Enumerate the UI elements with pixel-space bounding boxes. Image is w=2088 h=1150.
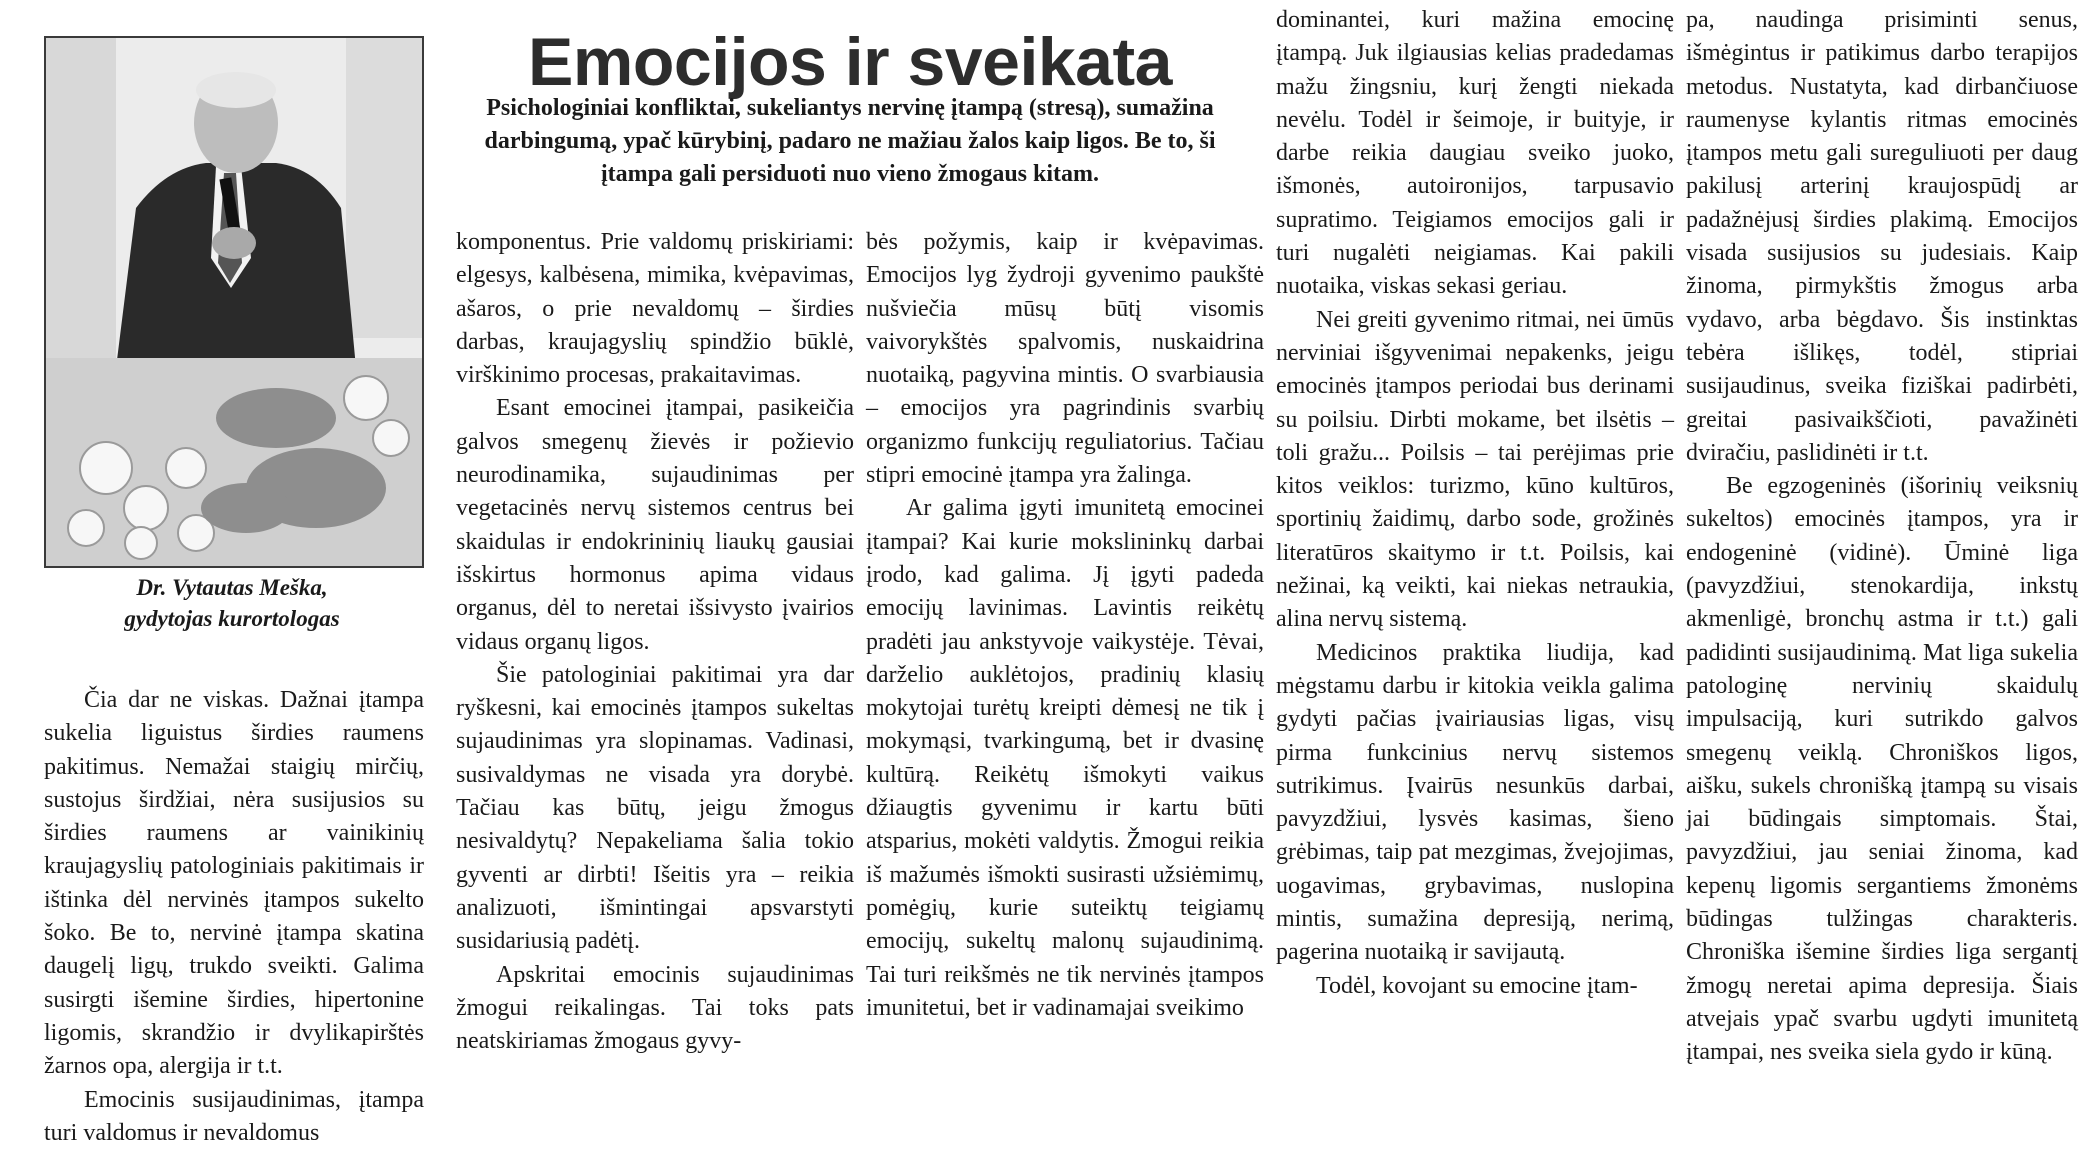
paragraph: Todėl, kovojant su emocine įtam- — [1316, 972, 1638, 999]
column-4 — [1276, 4, 1674, 1003]
column-2 — [456, 226, 854, 1058]
paragraph: Nei greiti gyvenimo ritmai, nei ūmūs nerviniai išgyvenimai nepakenks, jeigu emocinės įtampos periodai bus derinami su poilsiu. Dirbti mokame, bet ilsėtis – toli gražu... Poilsis – tai perėjimas prie kitos veiklos: turizmo, kūno kultūros, sportinių žaidimų, darbo sode, grožinės literatūros skaitymo ir t.t. Poilsis, kai nežinai, ką veikti, kai niekas netraukia, alina nervų sistemą. — [1276, 306, 1674, 633]
column-5 — [1686, 4, 2078, 1070]
photo-caption-role: gydytojas kurortologas — [124, 606, 340, 631]
paragraph: Esant emocinei įtampai, pasikeičia galvos smegenų žievės ir požievio neurodinamika, sujaudinimas per vegetacinės nervų sistemos centrus bei skaidulas ir endokrininių liaukų gausiai išskirtus hormonus apima vidaus organus, dėl to neretai išsivysto įvairios vidaus organų ligos. — [456, 395, 854, 655]
author-photo-image — [46, 38, 422, 566]
column-1 — [44, 684, 424, 1150]
paragraph: komponentus. Prie valdomų priskiriami: elgesys, kalbėsena, mimika, kvėpavimas, ašaros, o prie nevaldomų – širdies darbas, kraujagyslių spindžio būklė, virškinimo procesas, prakaitavimas. — [456, 229, 854, 389]
article-lede: Psichologiniai konfliktai, sukeliantys nervinę įtampą (stresą), sumažina darbingumą, ypač kūrybinį, padaro ne mažiau žalos kaip ligos. Be to, ši įtampa gali persiduoti nuo vieno žmogaus kitam. — [484, 95, 1216, 187]
paragraph: Čia dar ne viskas. Dažnai įtampa sukelia liguistus širdies raumens pakitimus. Nemažai staigių mirčių, sustojus širdžiai, nėra susijusios su širdies raumens ar vainikinių kraujagyslių patologiniais pakitimais ir ištinka dėl nervinės įtampos sukelto šoko. Be to, nervinė įtampa skatina daugelį ligų, trukdo sveikti. Galima susirgti išemine širdies, hipertonine ligomis, skrandžio ir dvylikapirštės žarnos opa, alergija ir t.t. — [44, 687, 424, 1080]
author-photo — [44, 36, 424, 568]
paragraph: pa, naudinga prisiminti senus, išmėgintus ir patikimus darbo terapijos metodus. Nustatyta, kad dirbančiuose raumenyse kylantis ritmas emocinės įtampos metu gali sureguliuoti per daug pakilusį arterinį kraujospūdį ar padažnėjusį širdies plakimą. Emocijos visada susijusios su judesiais. Kaip žinoma, pirmykštis žmogus arba vydavo, arba bėgdavo. Šis instinktas tebėra išlikęs, todėl, stipriai susijaudinus, sveika fiziškai padirbėti, greitai pasivaikščioti, pavažinėti dviračiu, paslidinėti ir t.t. — [1686, 7, 2078, 466]
photo-caption-name: Dr. Vytautas Meška, — [136, 575, 328, 600]
paragraph: Ar galima įgyti imunitetą emocinei įtampai? Kai kurie mokslininkų darbai įrodo, kad galima. Jį įgyti padeda emocijų lavinimas. Lavintis reikėtų pradėti jau ankstyvoje vaikystėje. Tėvai, darželio auklėtojos, pradinių klasių mokytojai turėtų kreipti dėmesį ne tik į mokymąsi, tvarkingumą, bet ir dvasinę kultūrą. Reikėtų išmokyti vaikus džiaugtis gyvenimu ir kartu būti atsparius, mokėti valdytis. Žmogui reikia iš mažumės išmokti susirasti užsiėmimų, pomėgių, kurie suteiktų teigiamų emocijų, sukeltų malonų sujaudinimą. Tai turi reikšmės ne tik nervinės įtampos imunitetui, bet ir vadinamajai sveikimo — [866, 495, 1264, 1021]
paragraph: Emocinis susijaudinimas, įtampa turi valdomus ir nevaldomus — [44, 1086, 424, 1146]
article-title: Emocijos ir sveikata — [528, 24, 1172, 100]
paragraph: Apskritai emocinis sujaudinimas žmogui reikalingas. Tai toks pats neatskiriamas žmogaus gyvy- — [456, 961, 854, 1055]
column-3 — [866, 226, 1264, 1025]
paragraph: bės požymis, kaip ir kvėpavimas. Emocijos lyg žydroji gyvenimo paukštė nušviečia mūsų būtį visomis vaivorykštės spalvomis, nuskaidrina nuotaiką, pagyvina mintis. O svarbiausia – emocijos yra pagrindinis svarbių organizmo funkcijų reguliatorius. Tačiau stipri emocinė įtampa yra žalinga. — [866, 229, 1264, 489]
paragraph: dominantei, kuri mažina emocinę įtampą. Juk ilgiausias kelias pradedamas mažu žingsniu, kurį žengti niekada nevėlu. Todėl ir šeimoje, ir buityje, ir darbe reikia daugiau sveiko juoko, išmonės, autoironijos, tarpusavio supratimo. Teigiamos emocijos gali ir turi nugalėti neigiamas. Kai pakili nuotaika, viskas sekasi geriau. — [1276, 7, 1674, 300]
paragraph: Medicinos praktika liudija, kad mėgstamu darbu ir kitokia veikla galima gydyti pačias įvairiausias ligas, visų pirma funkcinius nervų sistemos sutrikimus. Įvairūs nesunkūs darbai, pavyzdžiui, lysvės kasimas, šieno grėbimas, taip pat mezgimas, žvejojimas, uogavimas, grybavimas, nuslopina mintis, sumažina depresiją, nerimą, pagerina nuotaiką ir savijautą. — [1276, 639, 1674, 966]
paragraph: Be egzogeninės (išorinių veiksnių sukeltos) emocinės įtampos, yra ir endogeninė (vidinė). Ūminė liga (pavyzdžiui, stenokardija, inkstų akmenligė, bronchų astma ir t.t.) gali padidinti susijaudinimą. Mat liga sukelia patologinę nervinių skaidulų impulsaciją, kuri sutrikdo galvos smegenų veiklą. Chroniškos ligos, aišku, sukels chronišką įtampą su visais jai būdingais simptomais. Štai, pavyzdžiui, jau seniai žinoma, kad kepenų ligomis sergantiems žmonėms būdingas tulžingas charakteris. Chroniška išemine širdies liga sergantį žmogų neretai apima depresija. Šiais atvejais ypač svarbu ugdyti imunitetą įtampai, nes sveika siela gydo ir kūną. — [1686, 473, 2078, 1066]
photo-caption — [44, 572, 420, 634]
paragraph: Šie patologiniai pakitimai yra dar ryškesni, kai emocinės įtampos sukeltas sujaudinimas yra slopinamas. Vadinasi, susivaldymas ne visada yra dorybė. Tačiau kas būtų, jeigu žmogus nesivaldytų? Nepakeliama šalia tokio gyventi ar dirbti! Išeitis yra – reikia analizuoti, išmintingai apsvarstyti susidariusią padėtį. — [456, 661, 854, 955]
